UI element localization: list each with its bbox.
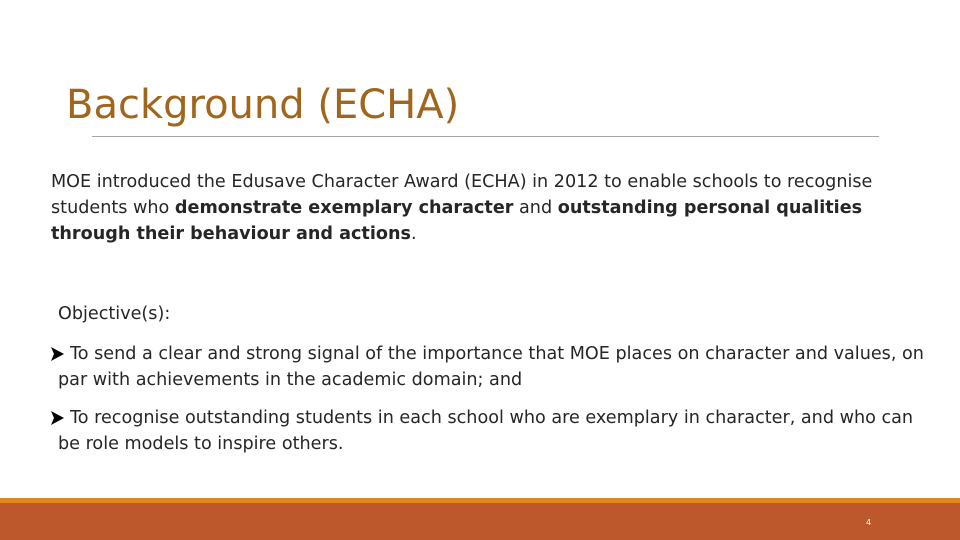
intro-text-3: . — [410, 224, 417, 244]
objective-bullet-2 — [51, 405, 931, 457]
footer-bar — [0, 503, 960, 540]
arrow-bullet-icon — [51, 347, 64, 361]
objective-bullet-1 — [51, 341, 931, 393]
title-underline — [92, 136, 879, 137]
intro-text-1: MOE introduced the Edusave Character Award (ECHA) in 2012 to enable schools to recognise students who — [51, 172, 873, 218]
intro-text-2: and — [513, 198, 558, 218]
intro-paragraph — [51, 169, 931, 247]
objective-bullet-text: To send a clear and strong signal of the importance that MOE places on character and values, on par with achievements in the academic domain; and — [58, 344, 924, 390]
objective-label: Objective(s): — [58, 304, 171, 324]
intro-bold-2: outstanding personal qualities through their behaviour and actions — [51, 198, 863, 244]
objective-bullet-text: To recognise outstanding students in each school who are exemplary in character, and who can be role models to inspire others. — [58, 408, 914, 454]
intro-bold-1: demonstrate exemplary character — [174, 198, 514, 218]
page-number: 4 — [866, 518, 872, 527]
arrow-bullet-icon — [51, 411, 64, 425]
slide-title: Background (ECHA) — [66, 82, 460, 128]
